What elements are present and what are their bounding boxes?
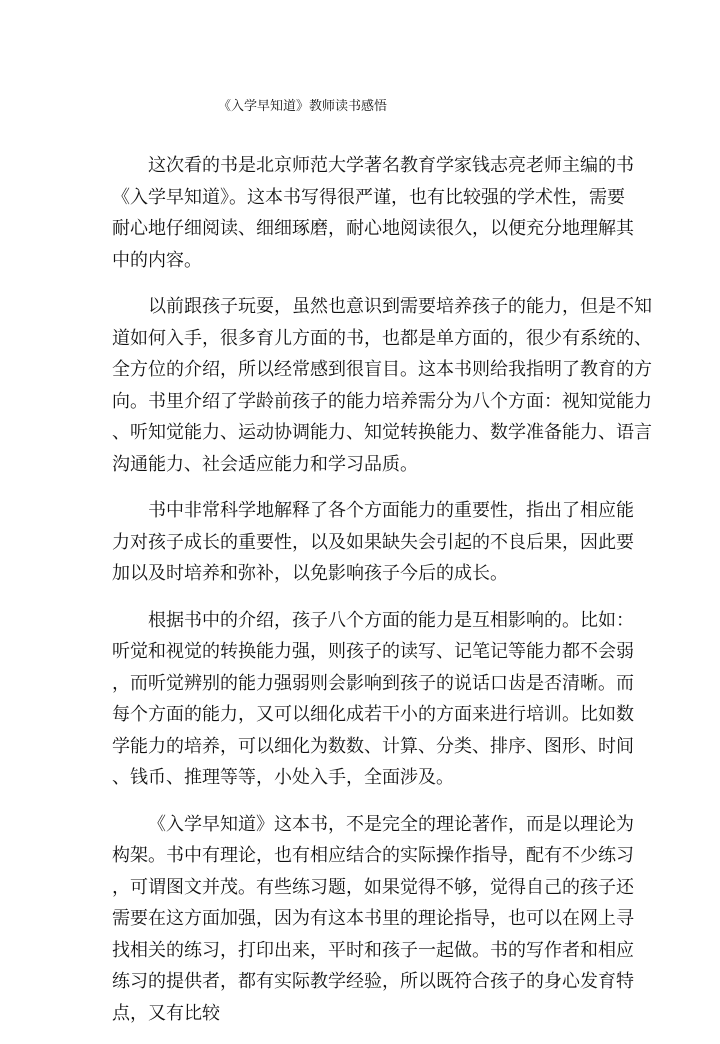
- text-line: 力对孩子成长的重要性，以及如果缺失会引起的不良后果，因此要: [112, 531, 634, 553]
- text-line: 《入学早知道》。这本书写得很严谨，也有比较强的学术性，需要: [112, 186, 625, 208]
- text-line: 每个方面的能力，又可以细化成若干小的方面来进行培训。比如数: [112, 704, 634, 725]
- text-line: 书中非常科学地解释了各个方面能力的重要性，指出了相应能: [148, 500, 634, 521]
- text-line: 《入学早知道》这本书，不是完全的理论著作，而是以理论为: [148, 813, 634, 835]
- text-line: 点，又有比较: [112, 1002, 220, 1024]
- text-line: 以前跟孩子玩耍，虽然也意识到需要培养孩子的能力，但是不知: [148, 296, 652, 317]
- text-line: ，可谓图文并茂。有些练习题，如果觉得不够，觉得自己的孩子还: [112, 876, 634, 898]
- text-line: 构架。书中有理论，也有相应结合的实际操作指导，配有不少练习: [112, 845, 634, 866]
- text-line: 加以及时培养和弥补，以免影响孩子今后的成长。: [112, 563, 508, 584]
- text-line: 这次看的书是北京师范大学著名教育学家钱志亮老师主编的书: [148, 155, 634, 176]
- text-line: 沟通能力、社会适应能力和学习品质。: [112, 453, 418, 475]
- paragraph-2: [112, 291, 652, 480]
- text-line: 、钱币、推理等等，小处入手，全面涉及。: [112, 767, 454, 788]
- paragraph-3: [112, 495, 632, 590]
- text-line: 找相关的练习，打印出来，平时和孩子一起做。书的写作者和相应: [112, 939, 634, 961]
- text-line: ，而听觉辨别的能力强弱则会影响到孩子的说话口齿是否清晰。而: [112, 672, 634, 694]
- text-line: 全方位的介绍，所以经常感到很盲目。这本书则给我指明了教育的方: [112, 359, 652, 380]
- text-line: 需要在这方面加强，因为有这本书里的理论指导，也可以在网上寻: [112, 908, 634, 929]
- paragraph-1: [112, 150, 632, 276]
- text-line: 听觉和视觉的转换能力强，则孩子的读写、记笔记等能力都不会弱: [112, 641, 634, 662]
- text-line: 中的内容。: [112, 249, 202, 271]
- text-line: 向。书里介绍了学龄前孩子的能力培养需分为八个方面：视知觉能力: [112, 390, 652, 412]
- paragraph-4: [112, 605, 632, 794]
- text-line: 学能力的培养，可以细化为数数、计算、分类、排序、图形、时间: [112, 735, 634, 757]
- document-body: [112, 150, 652, 1044]
- text-line: 练习的提供者，都有实际教学经验，所以既符合孩子的身心发育特: [112, 971, 634, 992]
- text-line: 根据书中的介绍，孩子八个方面的能力是互相影响的。比如：: [148, 609, 634, 631]
- document-title: 《入学早知道》教师读书感悟: [218, 99, 388, 114]
- paragraph-5: [112, 809, 632, 1030]
- text-line: 、听知觉能力、运动协调能力、知觉转换能力、数学准备能力、语言: [112, 422, 652, 443]
- text-line: 耐心地仔细阅读、细细琢磨，耐心地阅读很久，以便充分地理解其: [112, 218, 634, 239]
- text-line: 道如何入手，很多育儿方面的书，也都是单方面的，很少有系统的、: [112, 327, 652, 349]
